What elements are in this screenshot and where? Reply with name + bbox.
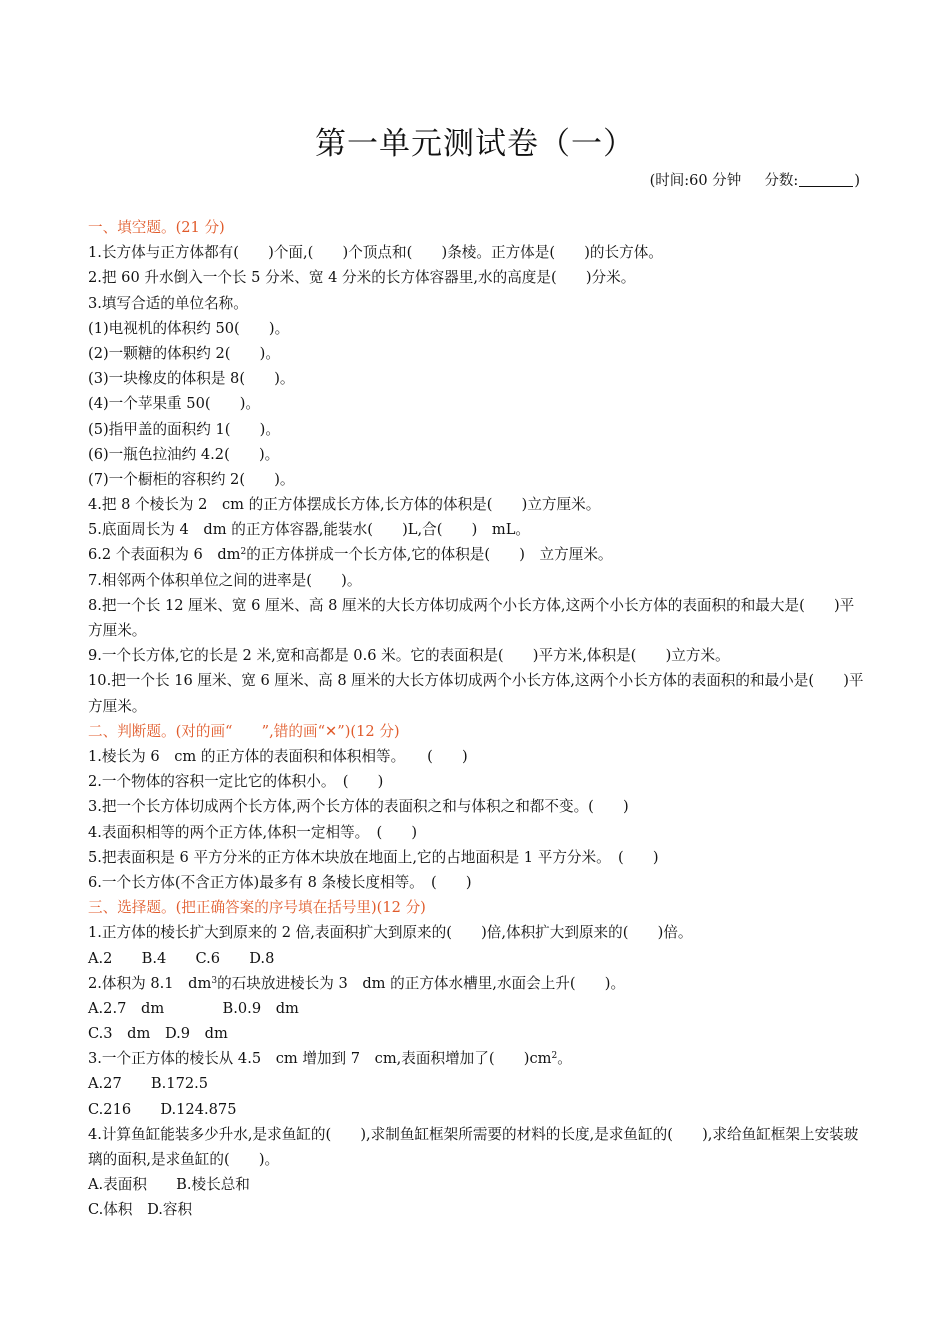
answer-options: A.2 B.4 C.6 D.8 [88,949,275,967]
question: 3.填写合适的单位名称。 [88,294,248,312]
question: 1.长方体与正方体都有( )个面,( )个顶点和( )条棱。正方体是( )的长方体。 [88,244,663,262]
sub-question: (5)指甲盖的面积约 1( )。 [88,420,280,438]
question: 1.正方体的棱长扩大到原来的 2 倍,表面积扩大到原来的( )倍,体积扩大到原来的( )倍。 [88,924,693,942]
answer-options: A.2.7 dm B.0.9 dm [88,999,299,1017]
q6-text-a: 6.2 个表面积为 6 dm [88,546,241,564]
q6-text-b: 的正方体拼成一个长方体,它的体积是( ) 立方厘米。 [246,546,613,564]
question [88,971,868,996]
q6-superscript: 2 [240,547,247,558]
question: 6.一个长方体(不含正方体)最多有 8 条棱长度相等。 ( ) [88,873,472,891]
question: 7.相邻两个体积单位之间的进率是( )。 [88,571,362,589]
page-title: 第一单元测试卷（一） [315,126,635,162]
question: 4.表面积相等的两个正方体,体积一定相等。 ( ) [88,823,418,841]
sub-question: (2)一颗糖的体积约 2( )。 [88,344,280,362]
q2-text-b: 的石块放进棱长为 3 dm 的正方体水槽里,水面会上升( )。 [217,974,626,992]
question: 3.把一个长方体切成两个长方体,两个长方体的表面积之和与体积之和都不变。( ) [88,798,629,816]
question: 4.把 8 个棱长为 2 cm 的正方体摆成长方体,长方体的体积是( )立方厘米。 [88,496,601,514]
section-heading: 三、选择题。(把正确答案的序号填在括号里)(12 分) [88,899,426,917]
time-label: (时间:60 分钟 [649,173,742,189]
question: 4.计算鱼缸能装多少升水,是求鱼缸的( ),求制鱼缸框架所需要的材料的长度,是求鱼缸的( ),求给鱼缸框架上安装玻璃的面积,是求鱼缸的( )。 [88,1125,859,1169]
answer-options: C.体积 D.容积 [88,1201,193,1219]
section-heading: 二、判断题。(对的画“ ”,错的画“✕”)(12 分) [88,722,400,740]
question: 1.棱长为 6 cm 的正方体的表面积和体积相等。 ( ) [88,748,468,765]
score-blank[interactable] [799,172,853,187]
sub-question: (1)电视机的体积约 50( )。 [88,319,290,337]
question [88,1046,868,1071]
q2-text-a: 2.体积为 8.1 dm [88,974,212,992]
question: 5.底面周长为 4 dm 的正方体容器,能装水( )L,合( ) mL。 [88,521,531,539]
question: 2.把 60 升水倒入一个长 5 分米、宽 4 分米的长方体容器里,水的高度是( )分米。 [88,269,636,287]
question: 9.一个长方体,它的长是 2 米,宽和高都是 0.6 米。它的表面积是( )平方米,体积是( )立方米。 [88,647,730,665]
meta-close: ) [854,173,860,189]
worksheet-body [88,215,868,1223]
answer-options: A.27 B.172.5 [88,1075,209,1093]
sub-question: (6)一瓶色拉油约 4.2( )。 [88,445,280,463]
q3-text-b: 。 [557,1050,572,1068]
question: 2.一个物体的容积一定比它的体积小。 ( ) [88,773,384,791]
section-heading: 一、填空题。(21 分) [88,219,225,236]
q2-superscript: 3 [211,975,218,986]
q3-superscript: 2 [551,1051,558,1062]
answer-options: C.216 D.124.875 [88,1100,237,1118]
sub-question: (3)一块橡皮的体积是 8( )。 [88,370,295,388]
score-label: 分数: [764,173,799,189]
question: 5.把表面积是 6 平方分米的正方体木块放在地面上,它的占地面积是 1 平方分米。 ( ) [88,848,659,866]
question: 10.把一个长 16 厘米、宽 6 厘米、高 8 厘米的大长方体切成两个小长方体,这两个小长方体的表面积的和最小是( )平方厘米。 [88,672,864,715]
sub-question: (4)一个苹果重 50( )。 [88,395,261,413]
answer-options: A.表面积 B.棱长总和 [88,1176,250,1194]
question [88,542,868,567]
answer-options: C.3 dm D.9 dm [88,1025,228,1043]
sub-question: (7)一个橱柜的容积约 2( )。 [88,470,295,488]
q3-text-a: 3.一个正方体的棱长从 4.5 cm 增加到 7 cm,表面积增加了( )cm [88,1050,552,1068]
question: 8.把一个长 12 厘米、宽 6 厘米、高 8 厘米的大长方体切成两个小长方体,这两个小长方体的表面积的和最大是( )平方厘米。 [88,596,855,640]
exam-meta [650,169,860,190]
